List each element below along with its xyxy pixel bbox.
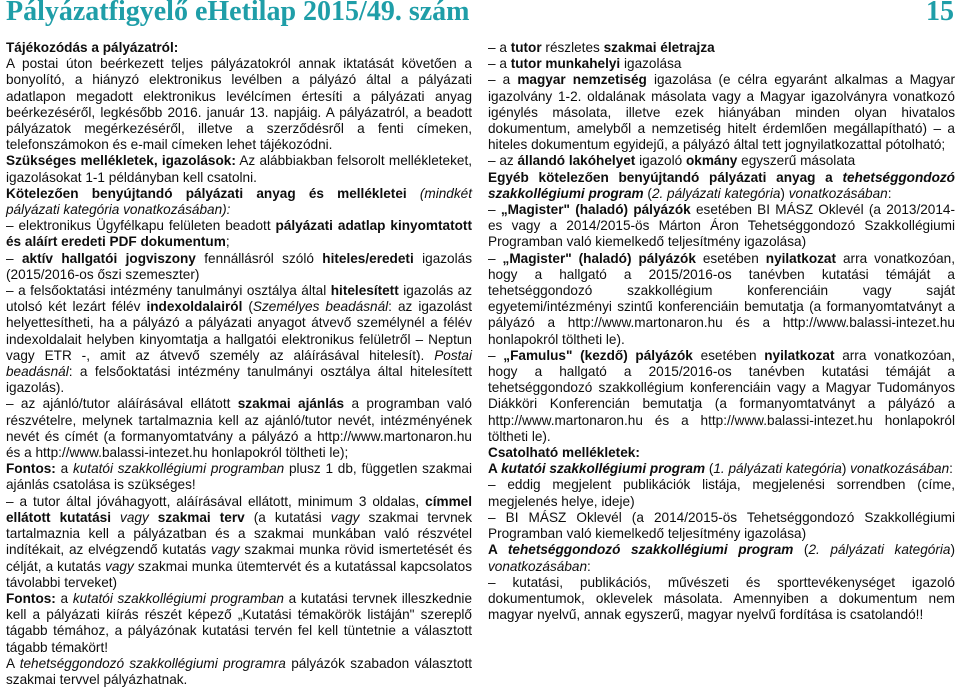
list-item-application-form: – elektronikus Ügyfélkapu felületen beadott pályázati adatlap kinyomtatott és aláírt eredeti PDF dokumentum; [6,218,472,250]
list-item-magister-declaration: – „Magister" (haladó) pályázók esetében nyilatkozat arra vonatkozóan, hogy a hallgató a 2015/2016-os tanévben kutatási témáját a tehetséggondozó szakkollégium konferenciáin vagy saját egyetemi/intézményi szintű konferenciáin bemutatja (a formanyomtatványt a pályázó a http://www.martonaron.hu és a http://www.balassi-intezet.hu honlapokról töltheti le). [488,250,955,347]
list-item-student-status: – aktív hallgatói jogviszony fennállásról szóló hiteles/eredeti igazolás (2015/2016-os őszi szemeszter) [6,250,472,282]
page-number: 15 [926,0,954,27]
right-column [488,40,955,622]
list-item-index-certificate: – a felsőoktatási intézmény tanulmányi osztálya által hitelesített igazolás az utolsó két lezárt félév indexoldalairól (Személyes beadásnál: az igazolást helyettesítheti, ha a pályázó a pályázati anyagot átvevő személynél a félév indexoldalait helyben kinyomtatja a hallgatói elektronikus felületről – Neptun vagy ETR -, amit az átvevő személy az aláírásával hitelesít). Postai beadásnál: a felsőoktatási intézmény tanulmányi osztálya által hitelesített igazolás). [6,283,472,396]
list-item-residence: – az állandó lakóhelyet igazoló okmány egyszerű másolata [488,153,856,169]
list-item-recommendation: – az ajánló/tutor aláírásával ellátott szakmai ajánlás a programban való részvételre, melynek tartalmaznia kell az ajánló/tutor nevét, intézményének nevét és címét (a formanyomtatvány a pályázó a http://www.martonaron.hu és a http://www.balassi-intezet.hu honlapokról töltheti le); [6,396,472,461]
list-item-publications: – eddig megjelent publikációk listája, megjelenési sorrendben (címe, megjelenés helye, ideje) [488,477,955,509]
section-heading-attachments: Szükséges mellékletek, igazolások: [6,153,236,169]
note-research-topics: Fontos: a kutatói szakkollégiumi programban a kutatási tervnek illeszkednie kell a pályázati kiírás részét képező „Kutatási témakörök listáján" szereplő tágabb témához, a pályázónak kutatási tervén fel kell tüntetnie a választott tágabb témakört! [6,590,472,655]
page-header [6,0,956,30]
list-item-famulus-declaration: – „Famulus" (kezdő) pályázók esetében nyilatkozat arra vonatkozóan, hogy a hallgató a 2015/2016-os tanévben kutatási témáját a tehetséggondozó szakkollégium konferenciáin vagy a Magyar Tudományos Diákköri Konferencián bemutatja (a formanyomtatványt a pályázó a http://www.martonaron.hu és a http://www.balassi-intezet.hu honlapokról töltheti le). [488,347,955,444]
section-heading-other-mandatory: Egyéb kötelezően benyújtandó pályázati anyag a tehetséggondozó szakkollégiumi program (2. pályázati kategória) vonatkozásában: [488,169,955,201]
subheading-research-program: A kutatói szakkollégiumi program (1. pályázati kategória) vonatkozásában: [488,461,953,477]
list-item-tutor-cv: – a tutor részletes szakmai életrajza [488,40,715,55]
list-item-research-plan: – a tutor által jóváhagyott, aláírásával ellátott, minimum 3 oldalas, címmel ellátott kutatási vagy szakmai terv (a kutatási vagy szakmai tervnek tartalmaznia kell a pályázatban és a szakmai munkában való részvétel indítékait, az elvégzendő kutatás vagy szakmai munka rövid ismertetését és célját, a kutatás vagy szakmai munka ütemtervét és a kutatással kapcsolatos távolabbi terveket) [6,493,472,590]
list-item-magister-certificate: – „Magister" (haladó) pályázók esetében BI MÁSZ Oklevél (a 2013/2014-es vagy a 2014/2015-ös Márton Áron Tehetséggondozó Szakkollégiumi Programban való kiemelkedő teljesítmény igazolása) [488,202,955,250]
left-column [6,40,473,687]
list-item-tutor-workplace: – a tutor munkahelyi igazolása [488,56,682,72]
list-item-activity-documents: – kutatási, publikációs, művészeti és sporttevékenységet igazoló dokumentumok, oklevelek másolata. Amennyiben a dokumentum nem magyar nyelvű, annak egyszerű, magyar nyelvű fordítása is csatolandó!! [488,574,955,623]
list-item-nationality: – a magyar nemzetiség igazolása (e célra egyaránt alkalmas a Magyar igazolvány 1-2. oldalának másolata vagy a Magyar igazolványra vonatkozó igénylés másolata, illetve ezek hiányában minden olyan hivatalos dokumentum, amelyből a nemzetiség hitelt érdemlően megállapítható) – a hiteles dokumentum egyidejű, a pályázó által tett jognyilatkozattal pótolható; [488,72,955,153]
newsletter-title: Pályázatfigyelő eHetilap 2015/49. szám [6,0,470,27]
note-independent-recommendation: Fontos: a kutatói szakkollégiumi programban plusz 1 db, független szakmai ajánlás csatolása is szükséges! [6,461,472,493]
paragraph-mandatory-heading: Kötelezően benyújtandó pályázati anyag és mellékletei (mindkét pályázati kategória vonatkozásában): [6,185,472,218]
section-heading-optional-attachments: Csatolható mellékletek: [488,445,640,461]
paragraph-information: A postai úton beérkezett teljes pályázatokról annak iktatását követően a bonyolító, a hiányzó elektronikus levélben a pályázó által a pályázati adatlapon megadott elektronikus levélcímen értesíti a pályázati anyag beérkezéséről, legkésőbb 2016. január 13. napjáig. A pályázatról, a beadott pályázatok megérkezéséről, illetve a szerződésről a fenti címeken, telefonszámokon és e-mail címeken lehet tájékozódni. [6,56,472,153]
list-item-bimasz-certificate: – BI MÁSZ Oklevél (a 2014/2015-ös Tehetséggondozó Szakkollégiumi Programban való kiemelkedő teljesítmény igazolása) [488,509,955,542]
subheading-talent-program: A tehetséggondozó szakkollégiumi program (2. pályázati kategória) vonatkozásában: [488,542,956,574]
paragraph-attachments-intro: Szükséges mellékletek, igazolások: Az alábbiakban felsorolt mellékleteket, igazolásokat 1-1 példányban kell csatolni. [6,153,472,185]
section-heading-information: Tájékozódás a pályázatról: [6,40,179,55]
paragraph-talent-program-plan: A tehetséggondozó szakkollégiumi programra pályázók szabadon választott szakmai tervvel pályázhatnak. [6,655,473,687]
